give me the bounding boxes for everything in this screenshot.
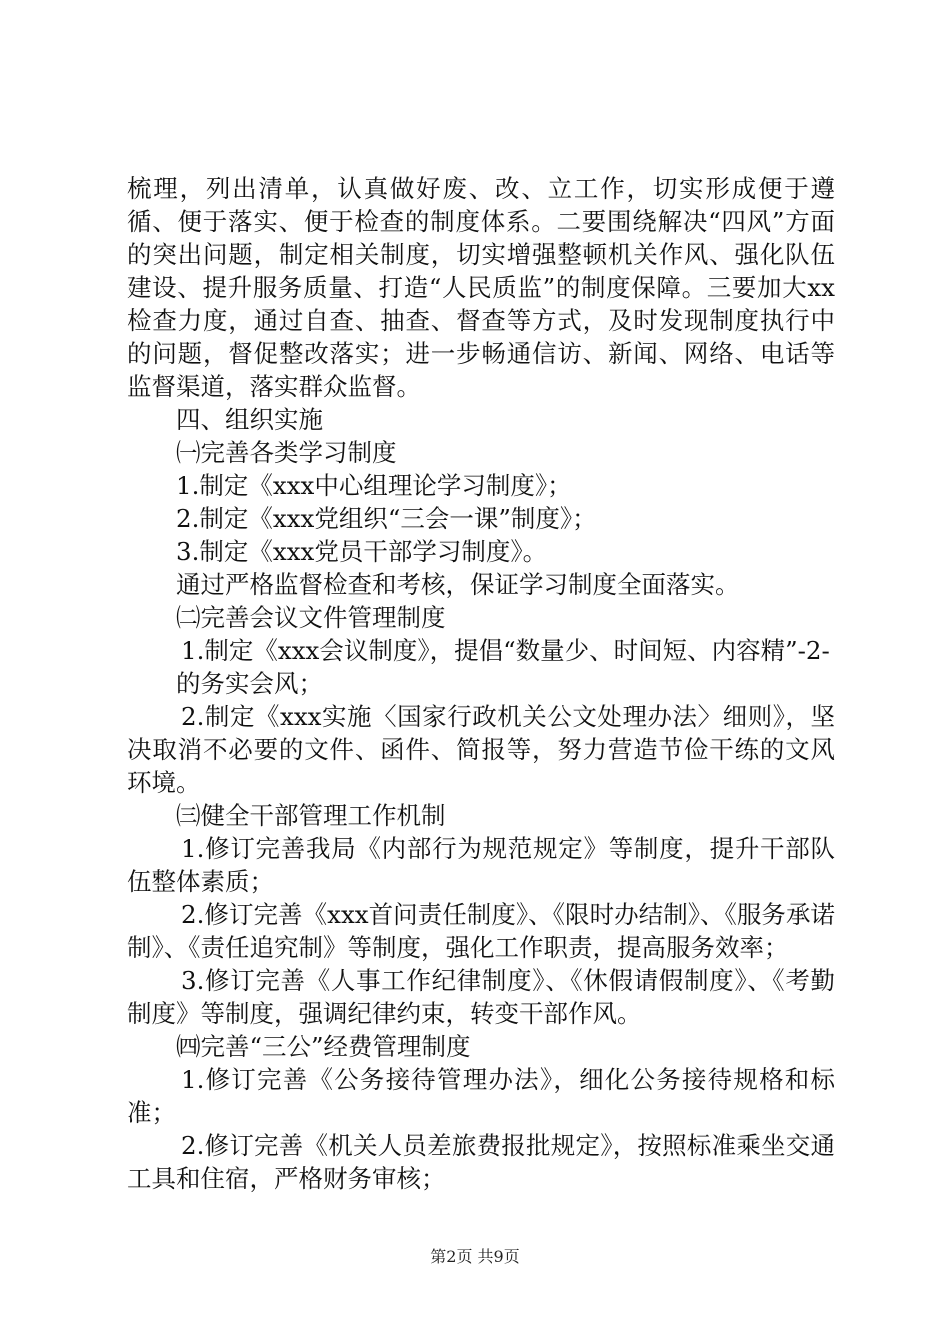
list-item: 3.制定《xxx党员干部学习制度》。 xyxy=(176,537,548,566)
list-item: 2.制定《xxx党组织“三会一课”制度》； xyxy=(176,504,597,533)
paragraph: 梳理，列出清单，认真做好废、改、立工作，切实形成便于遵循、便于落实、便于检查的制度体系。二要围绕解决“四风”方面的突出问题，制定相关制度，切实增强整顿机关作风、强化队伍建设、提升服务质量、打造“人民质监”的制度保障。三要加大xx检查力度，通过自查、抽查、督查等方式，及时发现制度执行中的问题，督促整改落实；进一步畅通信访、新闻、网络、电话等监督渠道，落实群众监督。 xyxy=(127,174,835,401)
list-item: 2.修订完善《xxx首问责任制度》、《限时办结制》、《服务承诺制》、《责任追究制》等制度，强化工作职责，提高服务效率； xyxy=(127,900,835,962)
list-item: 1.修订完善我局《内部行为规范规定》等制度，提升干部队伍整体素质； xyxy=(127,834,835,896)
document-body xyxy=(127,172,835,1195)
paragraph: 通过严格监督检查和考核，保证学习制度全面落实。 xyxy=(176,570,740,599)
paragraph-continuation: 的务实会风； xyxy=(176,669,323,698)
subsection-heading: ㈠完善各类学习制度 xyxy=(176,438,397,467)
list-item: 2.制定《xxx实施〈国家行政机关公文处理办法〉细则》，坚决取消不必要的文件、函件、简报等，努力营造节俭干练的文风环境。 xyxy=(127,702,835,797)
section-heading: 四、组织实施 xyxy=(176,405,323,434)
page-number-footer: 第2页 共9页 xyxy=(430,1247,520,1266)
list-item: 1.制定《xxx中心组理论学习制度》； xyxy=(176,471,572,500)
list-item: 2.修订完善《机关人员差旅费报批规定》，按照标准乘坐交通工具和住宿，严格财务审核； xyxy=(127,1131,835,1193)
subsection-heading: ㈣完善“三公”经费管理制度 xyxy=(176,1032,471,1061)
list-item: 1.制定《xxx会议制度》，提倡“数量少、时间短、内容精”-2- xyxy=(181,636,830,665)
subsection-heading: ㈢健全干部管理工作机制 xyxy=(176,801,446,830)
subsection-heading: ㈡完善会议文件管理制度 xyxy=(176,603,446,632)
list-item: 3.修订完善《人事工作纪律制度》、《休假请假制度》、《考勤制度》等制度，强调纪律约束，转变干部作风。 xyxy=(127,966,835,1028)
list-item: 1.修订完善《公务接待管理办法》，细化公务接待规格和标准； xyxy=(127,1065,835,1127)
